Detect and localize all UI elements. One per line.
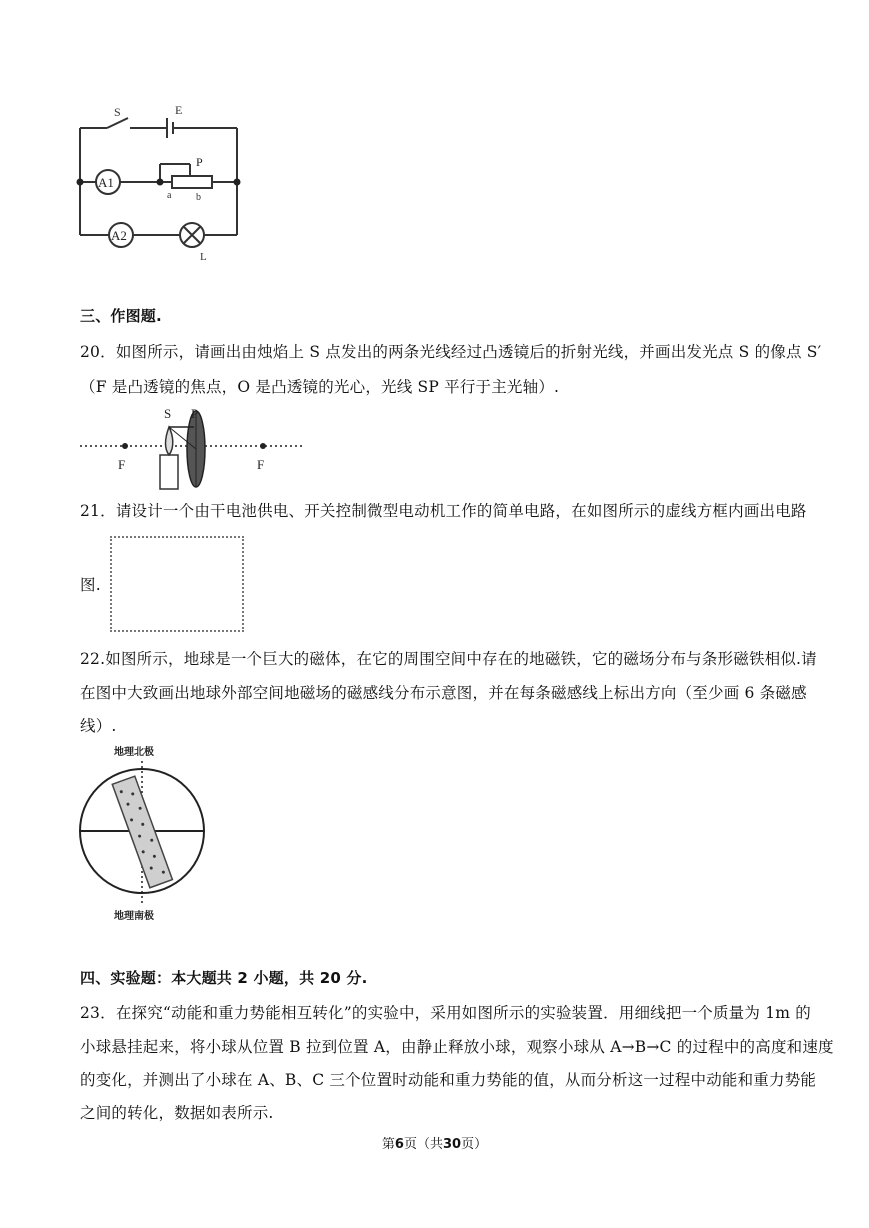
footer-total-pages: 30 xyxy=(442,1137,462,1152)
lens-p-label: P xyxy=(191,406,199,421)
focus-left-label: F xyxy=(118,457,126,472)
section3-heading: 三、作图题. xyxy=(80,307,162,325)
end-a-label: a xyxy=(167,190,172,201)
q22-line3: 线）. xyxy=(80,717,117,735)
q23-line3: 的变化，并测出了小球在 A、B、C 三个位置时动能和重力势能的值，从而分析这一过程中动能和重力势能 xyxy=(80,1071,817,1089)
q22-line2: 在图中大致画出地球外部空间地磁场的磁感线分布示意图，并在每条磁感线上标出方向（至少画 6 条磁感 xyxy=(80,684,807,702)
end-b-label: b xyxy=(196,192,201,203)
section4-heading: 四、实验题：本大题共 2 小题，共 20 分. xyxy=(80,969,368,987)
footer-suffix: 页） xyxy=(461,1137,488,1152)
footer-middle: 页（共 xyxy=(403,1137,443,1152)
footer-page-number: 6 xyxy=(394,1137,404,1152)
north-pole-label: 地理北极 xyxy=(114,747,154,758)
dashed-answer-box xyxy=(110,536,244,632)
slider-label: P xyxy=(196,155,203,169)
south-pole-label: 地理南极 xyxy=(114,911,154,922)
switch-label: S xyxy=(114,105,121,119)
circuit-figure xyxy=(72,100,252,268)
ammeter2-label: A2 xyxy=(111,228,127,243)
q23-line4: 之间的转化，数据如表所示. xyxy=(80,1104,274,1122)
q22-line1: 22.如图所示，地球是一个巨大的磁体，在它的周围空间中存在的地磁铁，它的磁场分布与条形磁铁相似.请 xyxy=(80,650,817,668)
q20-line1: 20．如图所示，请画出由烛焰上 S 点发出的两条光线经过凸透镜后的折射光线，并画出发光点 S 的像点 S′ xyxy=(80,343,822,361)
q23-line1: 23．在探究“动能和重力势能相互转化”的实验中，采用如图所示的实验装置．用细线把一个质量为 1m 的 xyxy=(80,1004,811,1022)
footer-prefix: 第 xyxy=(381,1137,395,1152)
lamp-label: L xyxy=(200,251,207,263)
lens-s-label: S xyxy=(164,406,172,421)
ammeter1-label: A1 xyxy=(98,175,114,190)
lens-figure xyxy=(80,403,305,491)
q21-line1: 21．请设计一个由干电池供电、开关控制微型电动机工作的简单电路，在如图所示的虚线方框内画出电路 xyxy=(80,502,807,520)
earth-magnet-figure xyxy=(78,743,206,923)
battery-label: E xyxy=(175,103,183,117)
focus-right-label: F xyxy=(257,457,265,472)
q23-line2: 小球悬挂起来，将小球从位置 B 拉到位置 A，由静止释放小球，观察小球从 A→B→C 的过程中的高度和速度 xyxy=(80,1038,834,1056)
page-footer xyxy=(0,1133,869,1152)
q20-line2: （F 是凸透镜的焦点，O 是凸透镜的光心，光线 SP 平行于主光轴）. xyxy=(80,378,560,396)
q21-line2: 图. xyxy=(80,576,101,594)
